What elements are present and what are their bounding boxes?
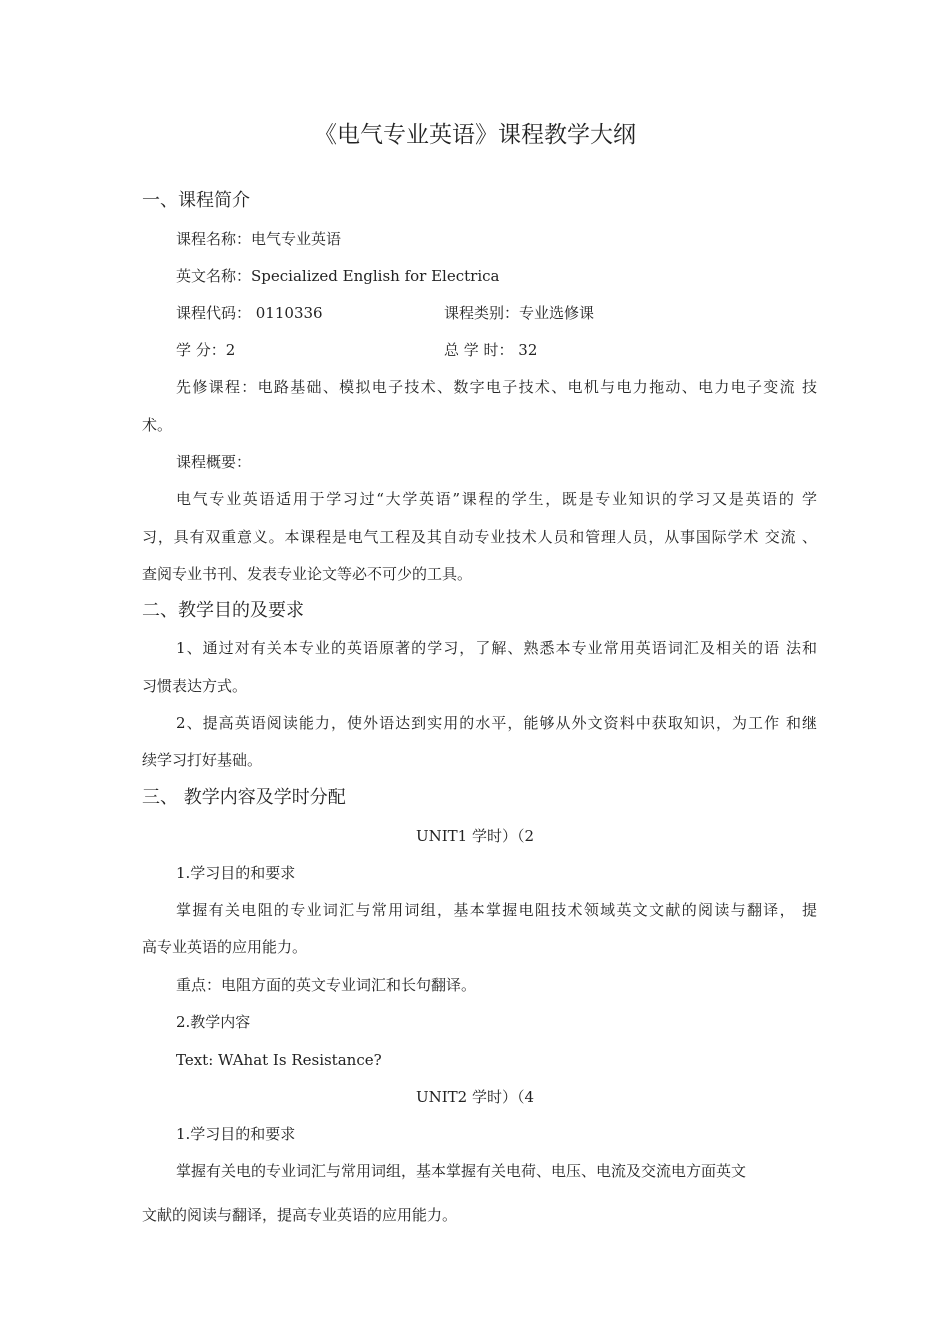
unit1-title: UNIT1 学时）（2	[415, 827, 535, 845]
prerequisites-line-2: 术。	[142, 416, 173, 434]
course-name: 课程名称：电气专业英语	[176, 230, 342, 248]
summary-label: 课程概要：	[176, 453, 252, 471]
summary-line-1: 电气专业英语适用于学习过“大学英语”课程的学生，既是专业知识的学习又是英语的 学	[176, 490, 817, 508]
section-heading-content: 三、 教学内容及学时分配	[142, 787, 346, 808]
summary-line-2: 习，具有双重意义。本课程是电气工程及其自动专业技术人员和管理人员，从事国际学术 交流 、	[142, 528, 817, 546]
unit1-goal-line-1: 掌握有关电阻的专业词汇与常用词组，基本掌握电阻技术领域英文文献的阅读与翻译， 提	[176, 901, 817, 919]
goal-item-1-line-2: 习惯表达方式。	[142, 677, 248, 695]
unit1-goal-label: 1.学习目的和要求	[176, 864, 296, 882]
goal-item-1-line-1: 1、通过对有关本专业的英语原著的学习，了解、熟悉本专业常用英语词汇及相关的语 法和	[176, 639, 817, 657]
section-heading-intro: 一、课程简介	[142, 190, 250, 211]
unit1-text: Text: WAhat Is Resistance?	[176, 1051, 382, 1069]
unit1-content-label: 2.教学内容	[176, 1013, 251, 1031]
course-type: 课程类别：专业选修课	[444, 304, 595, 322]
unit2-goal-line-1: 掌握有关电的专业词汇与常用词组，基本掌握有关电荷、电压、电流及交流电方面英文	[176, 1162, 747, 1180]
section-heading-goals: 二、教学目的及要求	[142, 600, 304, 621]
goal-item-2-line-1: 2、提高英语阅读能力，使外语达到实用的水平，能够从外文资料中获取知识，为工作 和继	[176, 714, 817, 732]
english-name: 英文名称：Specialized English for Electrica	[176, 267, 500, 285]
prerequisites-line-1: 先修课程：电路基础、模拟电子技术、数字电子技术、电机与电力拖动、电力电子变流 技	[176, 378, 817, 396]
unit2-title: UNIT2 学时）（4	[415, 1088, 535, 1106]
goal-item-2-line-2: 续学习打好基础。	[142, 751, 263, 769]
unit1-key-point: 重点：电阻方面的英文专业词汇和长句翻译。	[176, 976, 477, 994]
course-code: 课程代码： 0110336	[176, 304, 323, 322]
unit2-goal-line-2: 文献的阅读与翻译，提高专业英语的应用能力。	[142, 1206, 458, 1224]
unit1-goal-line-2: 高专业英语的应用能力。	[142, 938, 308, 956]
unit2-goal-label: 1.学习目的和要求	[176, 1125, 296, 1143]
summary-line-3: 查阅专业书刊、发表专业论文等必不可少的工具。	[142, 565, 473, 583]
document-title: 《电气专业英语》课程教学大纲	[314, 122, 636, 148]
credits: 学 分：2	[176, 341, 236, 359]
total-hours: 总 学 时： 32	[444, 341, 538, 359]
